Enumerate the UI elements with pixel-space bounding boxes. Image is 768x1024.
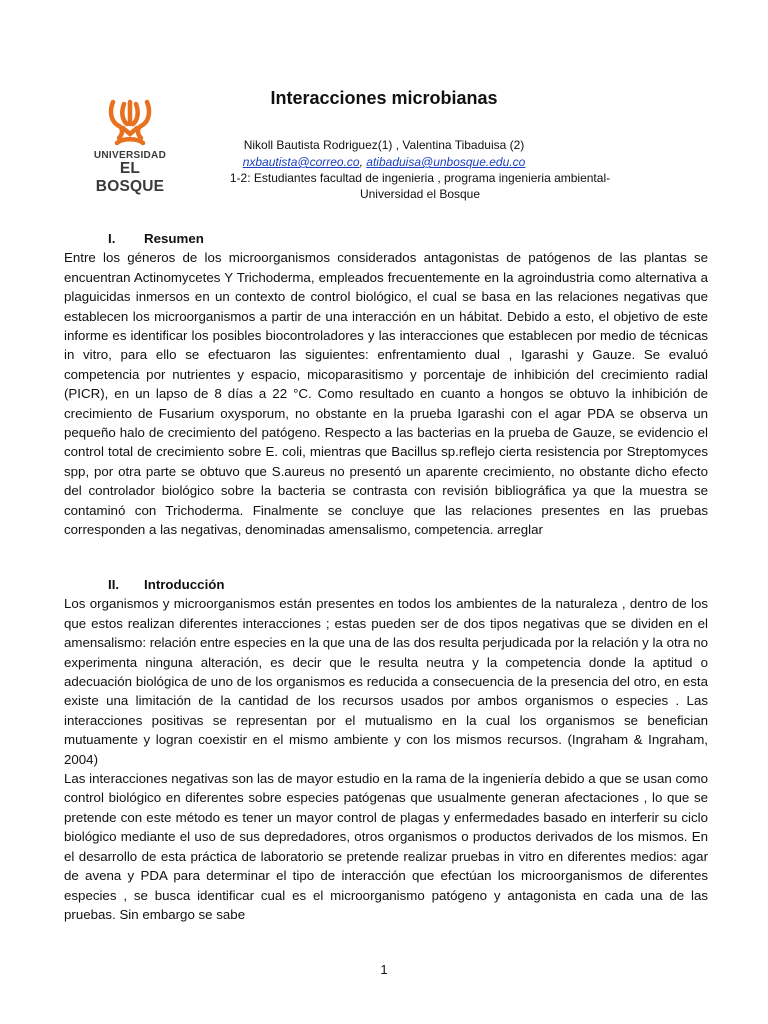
- section-title: Resumen: [144, 231, 204, 246]
- logo-text-el-bosque: EL BOSQUE: [95, 160, 165, 195]
- email-link-tibaduisa[interactable]: atibaduisa@unbosque.edu.co: [366, 155, 526, 169]
- authors-line: Nikoll Bautista Rodriguez(1) , Valentina Tibaduisa (2): [243, 138, 525, 152]
- paragraph: Las interacciones negativas son las de mayor estudio en la rama de la ingeniería debido a que se usan como control biológico en diferentes sobre especies patógenas que usualmente generan afectaciones , lo que se pretende con este método es tener un mayor control de plagas y enfermedades basado en interferir su ciclo biológico mediante el uso de sus depredadores, otros organismos o productos derivados de los mismos. En el desarrollo de esta práctica de laboratorio se pretende realizar pruebas in vitro en diferentes medios: agar de avena y PDA para determinar el tipo de interacción que efectúan los microorganismos de diferentes especies , se busca identificar cual es el microorganismo patógeno y antagonista en cada una de las pruebas. Sin embargo se sabe: [64, 771, 708, 922]
- document-title: Interacciones microbianas: [270, 88, 498, 108]
- section-heading: [64, 229, 708, 248]
- paragraph: Entre los géneros de los microorganismos considerados antagonistas de patógenos de las plantas se encuentran Actinomycetes Y Trichoderma, empleados frecuentemente en la agroindustria como alternativa a plaguicidas inmersos en un contexto de control biológico, el cual se basa en las relaciones negativas que establecen los microorganismos a partir de una interacción en un hábitat. Debido a esto, el objetivo de este informe es identificar los posibles biocontroladores y las interacciones que establecen por medio de técnicas in vitro, para ello se efectuaron las siguientes: enfrentamiento dual , Igarashi y Gauze. Se evaluó competencia por nutrientes y espacio, micoparasitismo y porcentaje de inhibición del crecimiento radial (PICR), en un lapso de 8 días a 22 °C. Como resultado en cuanto a hongos se obtuvo la inhibición de crecimiento de Fusarium oxysporum, no obstante en la prueba Igarashi con el agar PDA se observa un pequeño halo de crecimiento del patógeno. Respecto a las bacterias en la prueba de Gauze, se evidencio el control total de crecimiento sobre E. coli, mientras que Bacillus sp.reflejo cierta resistencia por Streptomyces spp, por otra parte se obtuvo que S.aureus no presentó un aparente crecimiento, no obstante dicho efecto del controlador biológico sobre la bacteria se contrasta con revisión bibliográfica ya que la muestra se contaminó con Trichoderma. Finalmente se concluye que las relaciones presentes en las pruebas corresponden a las negativas, denominadas amensalismo, competencia. arreglar: [64, 250, 708, 538]
- section-number: II.: [108, 577, 120, 592]
- section-number: I.: [108, 231, 116, 246]
- section-introduccion: [64, 575, 708, 924]
- page-number: 1: [380, 962, 388, 977]
- affiliation-line: 1-2: Estudiantes facultad de ingenieria , programa ingenieria ambiental-Universidad el Bosque: [229, 171, 611, 201]
- email-link-bautista[interactable]: nxbautista@correo.co: [242, 155, 360, 169]
- logo-text-universidad: UNIVERSIDAD: [93, 150, 167, 161]
- email-separator: ,: [359, 155, 363, 169]
- section-heading: [64, 575, 708, 594]
- emails-line: [0, 155, 768, 169]
- section-title: Introducción: [144, 577, 225, 592]
- paragraph: Los organismos y microorganismos están presentes en todos los ambientes de la naturaleza , dentro de los que estos realizan diferentes interacciones ; estas pueden ser de dos tipos negativas que se dividen en el amensalismo: relación entre especies en la que una de las dos resulta perjudicada por la relación y la otra no experimenta ninguna alteración, es decir que le resulta neutra y la competencia donde la aptitud o adecuación biológica de uno de los organismos es reducida a consecuencia de la presencia del otro, en esta existe una limitación de la cantidad de los recursos usados por ambos organismos o especies . Las interacciones positivas se representan por el mutualismo en la cual los organismos se benefician mutuamente y logran coexistir en el mismo ambiente y con los mismos recursos. (Ingraham & Ingraham, 2004): [64, 596, 708, 767]
- section-resumen: [64, 229, 708, 540]
